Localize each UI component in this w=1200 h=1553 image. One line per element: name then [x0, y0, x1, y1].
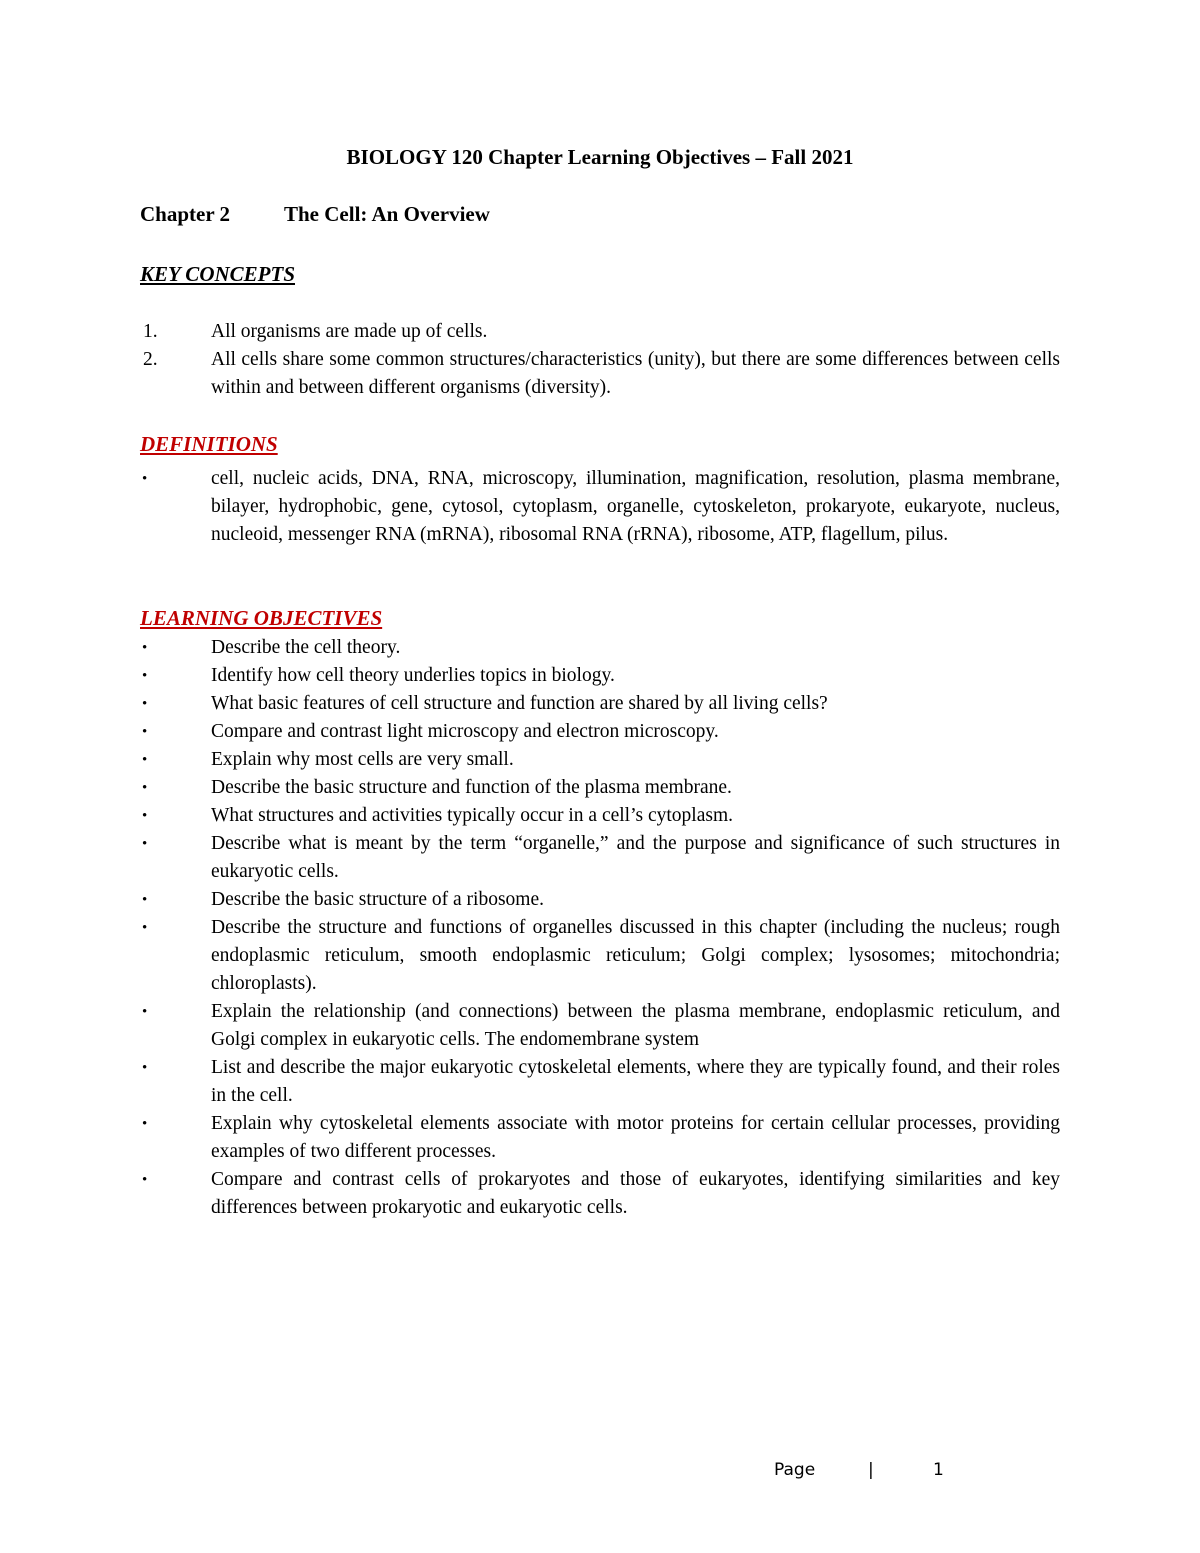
- bullet-marker: •: [142, 836, 148, 852]
- list-item-text: Describe what is meant by the term “organelle,” and the purpose and significance of such structures in eukaryotic cells.: [211, 833, 1060, 882]
- chapter-name: The Cell: An Overview: [284, 202, 490, 226]
- list-item-text: All cells share some common structures/characteristics (unity), but there are some differences between cells within and between different organisms (diversity).: [211, 349, 1060, 398]
- list-item-text: Explain why most cells are very small.: [211, 749, 514, 770]
- list-item: [140, 886, 1060, 914]
- list-item: [140, 662, 1060, 690]
- document-title: BIOLOGY 120 Chapter Learning Objectives – Fall 2021: [346, 145, 854, 169]
- bullet-marker: •: [142, 696, 148, 712]
- list-marker: 1.: [143, 321, 158, 342]
- list-item-text: What structures and activities typically occur in a cell’s cytoplasm.: [211, 805, 733, 826]
- list-item: [140, 465, 1060, 549]
- list-item: [140, 998, 1060, 1054]
- list-item-text: Describe the basic structure and function of the plasma membrane.: [211, 777, 732, 798]
- page-footer: [770, 1456, 970, 1484]
- bullet-marker: •: [142, 1116, 148, 1132]
- bullet-marker: •: [142, 1004, 148, 1020]
- list-item: [140, 1166, 1060, 1222]
- list-item-text: Describe the cell theory.: [211, 637, 401, 658]
- list-item: [140, 634, 1060, 662]
- key-concepts-list: [140, 318, 1060, 402]
- list-item-text: List and describe the major eukaryotic cytoskeletal elements, where they are typically found, and their roles in the cell.: [211, 1057, 1060, 1106]
- list-item: [140, 346, 1060, 402]
- bullet-marker: •: [142, 920, 148, 936]
- chapter-number: Chapter 2: [140, 202, 231, 226]
- list-item-text: Explain the relationship (and connections) between the plasma membrane, endoplasmic reticulum, and Golgi complex in eukaryotic cells. The endomembrane system: [211, 1001, 1060, 1050]
- list-item: [140, 746, 1060, 774]
- list-item-text: What basic features of cell structure and function are shared by all living cells?: [211, 693, 828, 714]
- chapter-heading: [140, 200, 490, 228]
- list-item: [140, 774, 1060, 802]
- bullet-marker: •: [142, 808, 148, 824]
- page-label: Page: [774, 1460, 816, 1480]
- page-number: 1: [933, 1460, 944, 1480]
- list-marker: 2.: [143, 349, 158, 370]
- bullet-marker: •: [142, 668, 148, 684]
- list-item-text: Explain why cytoskeletal elements associate with motor proteins for certain cellular processes, providing examples of two different processes.: [211, 1113, 1060, 1162]
- list-item: [140, 718, 1060, 746]
- bullet-marker: •: [142, 892, 148, 908]
- list-item-text: Compare and contrast light microscopy and electron microscopy.: [211, 721, 719, 742]
- list-item: [140, 1054, 1060, 1110]
- key-concepts-heading: KEY CONCEPTS: [140, 262, 295, 286]
- bullet-marker: •: [142, 640, 148, 656]
- bullet-marker: •: [142, 780, 148, 796]
- list-item-text: cell, nucleic acids, DNA, RNA, microscopy, illumination, magnification, resolution, plasma membrane, bilayer, hydrophobic, gene, cytosol, cytoplasm, organelle, cytoskeleton, prokaryote, eukaryote, nucleus, nucleoid, messenger RNA (mRNA), ribosomal RNA (rRNA), ribosome, ATP, flagellum, pilus.: [211, 468, 1060, 545]
- list-item-text: Identify how cell theory underlies topics in biology.: [211, 665, 615, 686]
- definitions-list: [140, 465, 1060, 549]
- list-item-text: Describe the basic structure of a ribosome.: [211, 889, 545, 910]
- list-item-text: Compare and contrast cells of prokaryotes and those of eukaryotes, identifying similarities and key differences between prokaryotic and eukaryotic cells.: [211, 1169, 1060, 1218]
- list-item: [140, 318, 1060, 346]
- bullet-marker: •: [142, 1060, 148, 1076]
- bullet-marker: •: [142, 471, 148, 487]
- bullet-marker: •: [142, 752, 148, 768]
- list-item: [140, 830, 1060, 886]
- list-item: [140, 690, 1060, 718]
- footer-separator: |: [868, 1460, 874, 1480]
- learning-objectives-heading: LEARNING OBJECTIVES: [140, 606, 383, 630]
- bullet-marker: •: [142, 724, 148, 740]
- bullet-marker: •: [142, 1172, 148, 1188]
- list-item: [140, 802, 1060, 830]
- list-item: [140, 914, 1060, 998]
- list-item: [140, 1110, 1060, 1166]
- list-item-text: Describe the structure and functions of organelles discussed in this chapter (including the nucleus; rough endoplasmic reticulum, smooth endoplasmic reticulum; Golgi complex; lysosomes; mitochondria; chloroplasts).: [211, 917, 1060, 994]
- learning-objectives-list: [140, 634, 1060, 1222]
- list-item-text: All organisms are made up of cells.: [211, 321, 488, 342]
- definitions-heading: DEFINITIONS: [140, 432, 278, 456]
